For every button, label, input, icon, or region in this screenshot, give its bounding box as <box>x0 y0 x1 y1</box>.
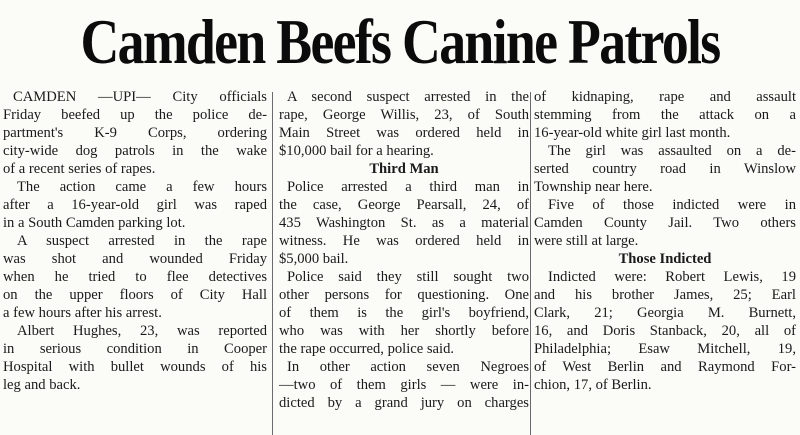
text-line: The girl was assaulted on a de- <box>548 143 796 159</box>
text-line: Indicted were: Robert Lewis, 19 <box>548 269 796 285</box>
text-line: in serious condition in Cooper <box>3 341 267 357</box>
text-line: $5,000 bail. <box>279 251 349 267</box>
text-line: A suspect arrested in the rape <box>17 233 267 249</box>
text-line: $10,000 bail for a hearing. <box>279 143 434 159</box>
text-line: on the upper floors of City Hall <box>3 287 267 303</box>
text-line: —two of them girls — were in- <box>279 377 529 393</box>
text-line: Police arrested a third man in <box>287 179 529 195</box>
text-line: chion, 17, of Berlin. <box>534 377 652 393</box>
subheading-those-indicted: Those Indicted <box>618 251 712 267</box>
text-line: who was with her shortly before <box>279 323 529 339</box>
text-line: stemming from the attack on a <box>534 107 796 123</box>
article-column-3 <box>534 88 796 435</box>
text-line: of West Berlin and Raymond For- <box>534 359 796 375</box>
text-line: the case, George Pearsall, 24, of <box>279 197 529 213</box>
text-line: Township near here. <box>534 179 653 195</box>
subheading-third-man: Third Man <box>369 161 439 177</box>
text-line: city-wide dog patrols in the wake <box>3 143 267 159</box>
text-line: The action came a few hours <box>17 179 267 195</box>
text-line: of them is the girl's boyfriend, <box>279 305 529 321</box>
text-line: rape, George Willis, 23, of South <box>279 107 529 123</box>
headline: Camden Beefs Canine Patrols <box>80 6 720 77</box>
text-line: A second suspect arrested in the <box>287 89 529 105</box>
text-line: witness. He was ordered held in <box>279 233 529 249</box>
text-line: Clark, 21; Georgia M. Burnett, <box>534 305 796 321</box>
text-line: dicted by a grand jury on charges <box>279 395 529 411</box>
text-line: a few hours after his arrest. <box>3 305 162 321</box>
text-line: CAMDEN —UPI— City officials <box>13 89 267 105</box>
text-line: 16, and Doris Stanback, 20, all of <box>534 323 796 339</box>
text-line: the rape occurred, police said. <box>279 341 455 357</box>
column-rule-1 <box>272 92 273 435</box>
article-column-1 <box>3 88 267 435</box>
text-line: leg and back. <box>3 377 81 393</box>
text-line: Philadelphia; Esaw Mitchell, 19, <box>534 341 796 357</box>
text-line: Police said they still sought two <box>287 269 529 285</box>
text-line: Friday beefed up the police de- <box>3 107 267 123</box>
text-line: Hospital with bullet wounds of his <box>3 359 267 375</box>
text-line: in a South Camden parking lot. <box>3 215 186 231</box>
text-line: were still at large. <box>534 233 639 249</box>
text-line: serted country road in Winslow <box>534 161 796 177</box>
text-line: Five of those indicted were in <box>548 197 796 213</box>
text-line: when he tried to flee detectives <box>3 269 267 285</box>
text-line: of a recent series of rapes. <box>3 161 156 177</box>
text-line: 435 Washington St. as a material <box>279 215 529 231</box>
text-line: partment's K-9 Corps, ordering <box>3 125 267 141</box>
article-column-2 <box>279 88 529 435</box>
column-rule-2 <box>530 92 531 435</box>
text-line: other persons for questioning. One <box>279 287 529 303</box>
text-line: and his brother James, 25; Earl <box>534 287 796 303</box>
text-line: Camden County Jail. Two others <box>534 215 796 231</box>
text-line: In other action seven Negroes <box>287 359 529 375</box>
text-line: was shot and wounded Friday <box>3 251 267 267</box>
text-line: 16-year-old white girl last month. <box>534 125 731 141</box>
text-line: of kidnaping, rape and assault <box>534 89 796 105</box>
text-line: Main Street was ordered held in <box>279 125 529 141</box>
text-line: after a 16-year-old girl was raped <box>3 197 267 213</box>
text-line: Albert Hughes, 23, was reported <box>17 323 267 339</box>
